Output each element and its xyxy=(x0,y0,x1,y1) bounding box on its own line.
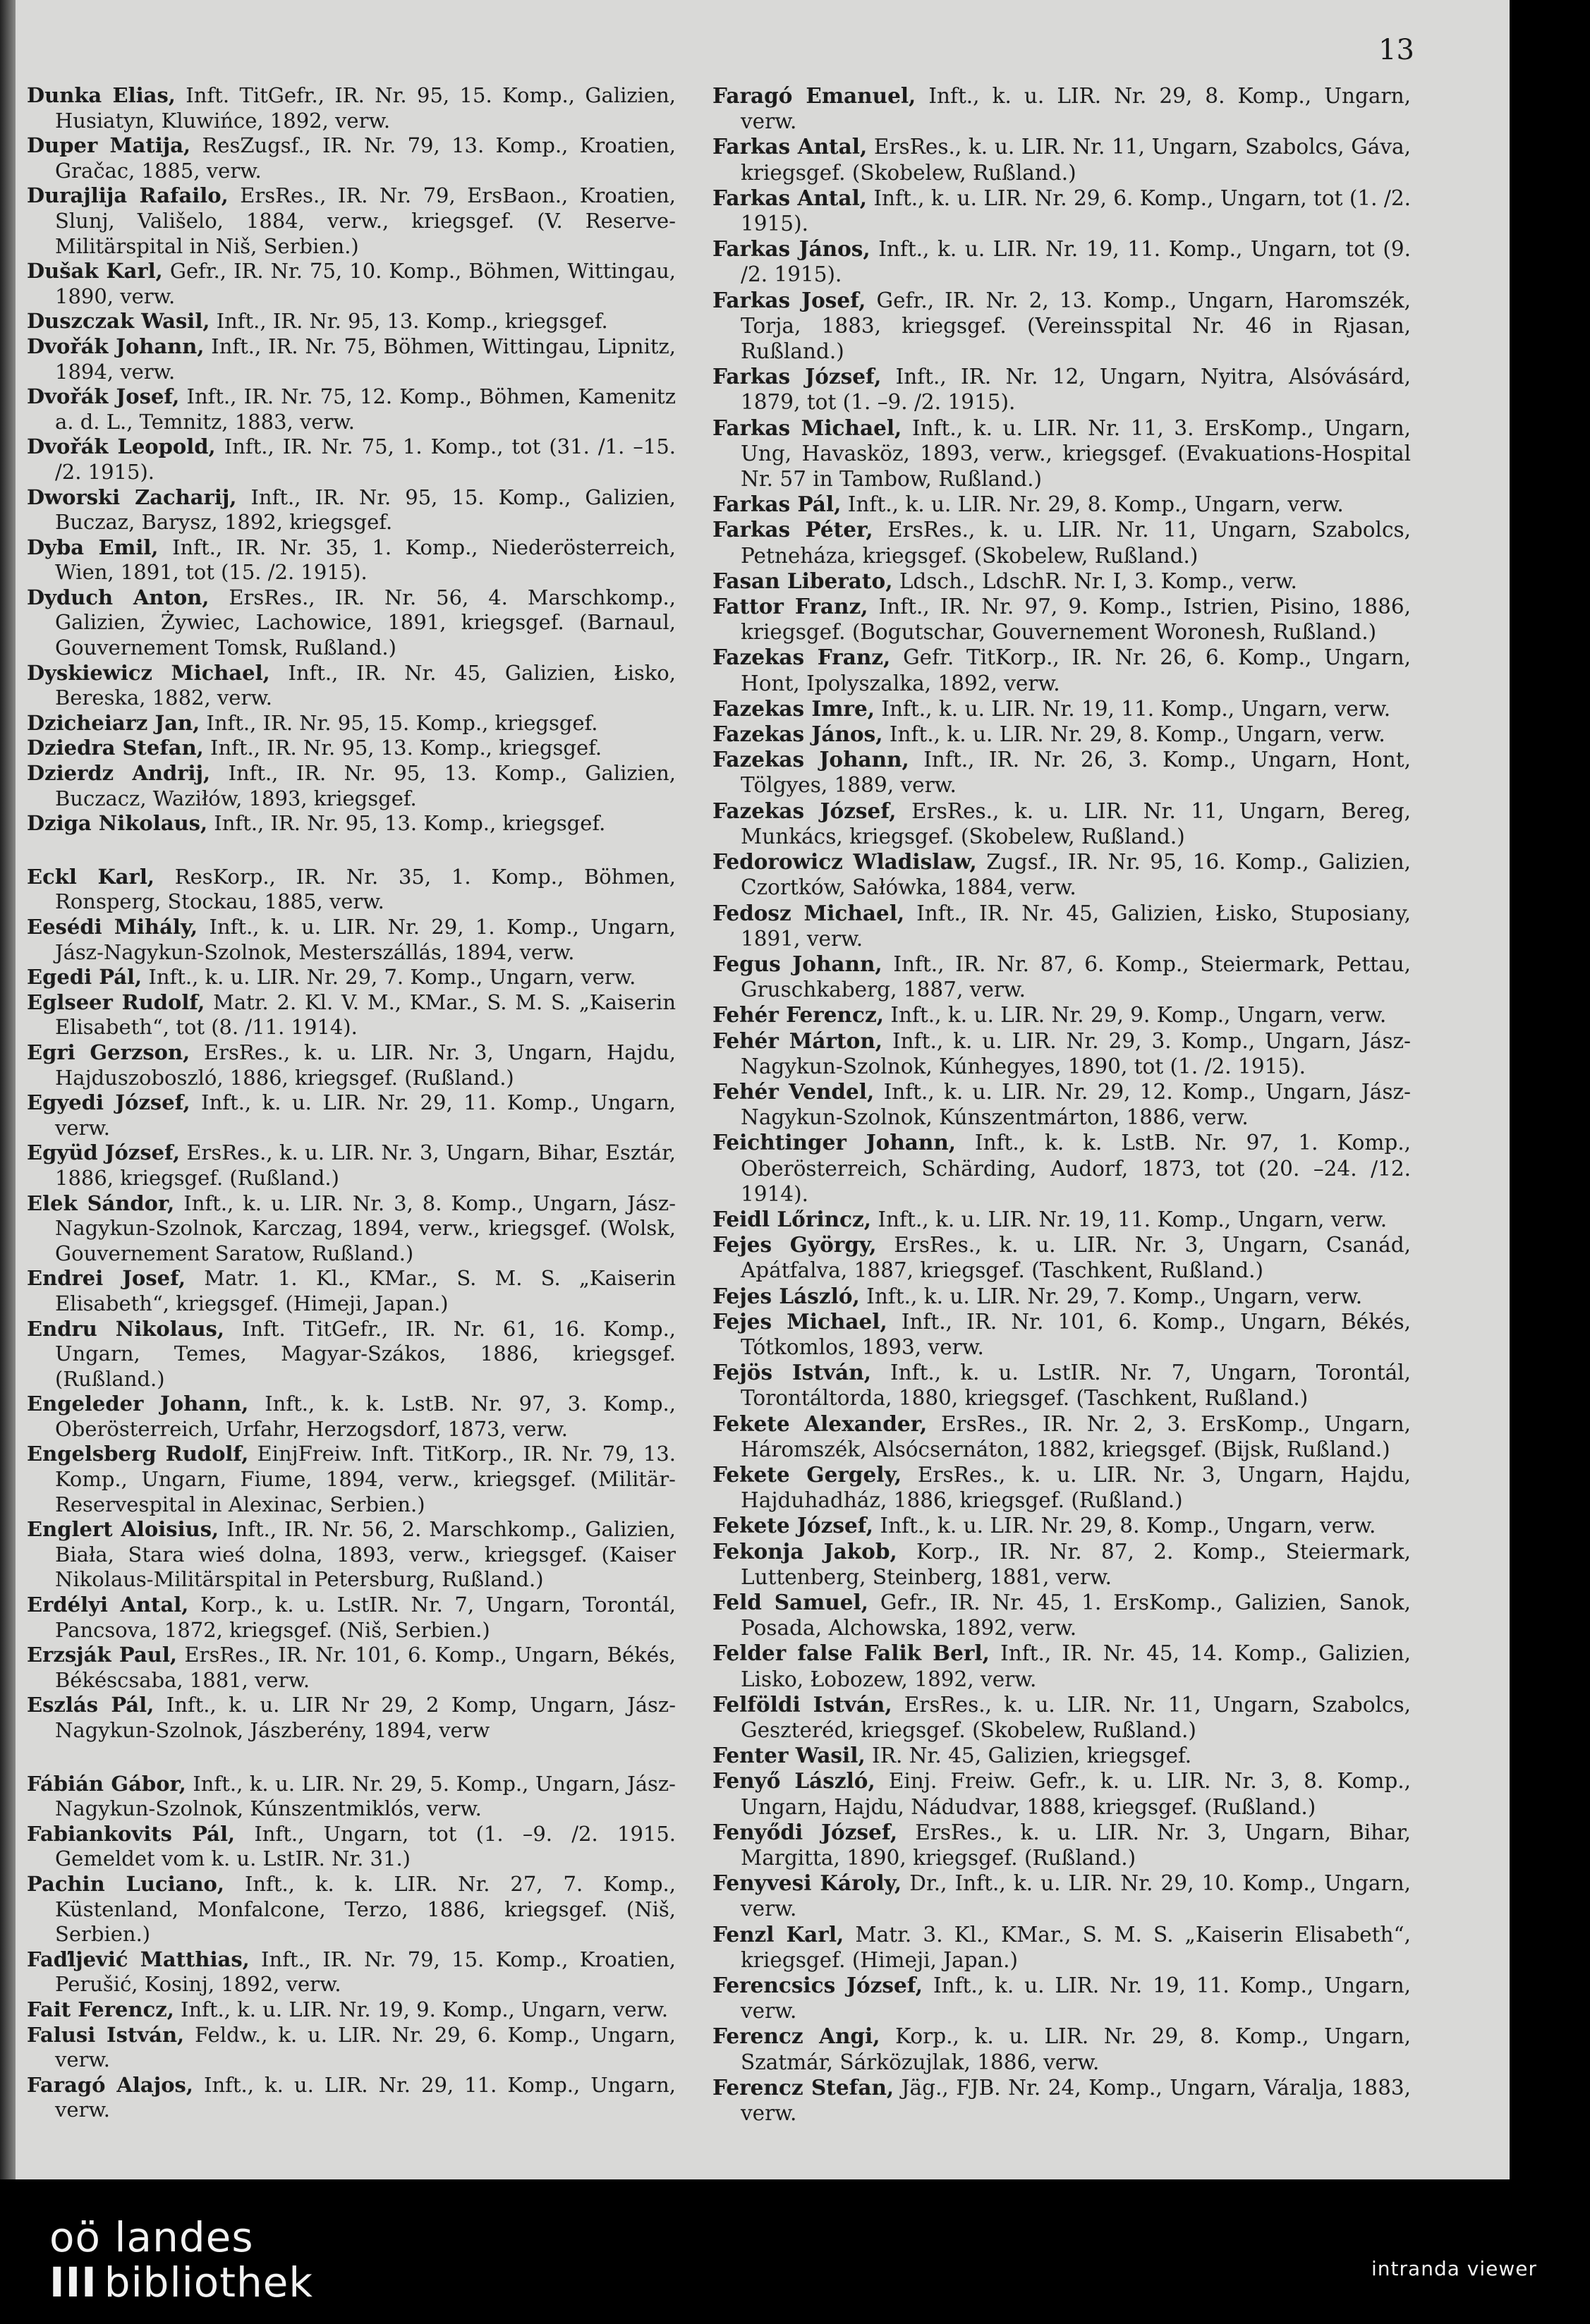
register-entry xyxy=(27,133,676,183)
register-entry xyxy=(27,2073,676,2123)
entry-name: Eszlás Pál, xyxy=(27,1693,154,1717)
entry-details: ErsRes., k. u. LIR. Nr. 11, Ungarn, Szabolcs, Geszteréd, kriegsgef. (Skobelew, Rußland.) xyxy=(741,1692,1411,1742)
register-entry xyxy=(712,236,1411,287)
entry-details: Inft., IR. Nr. 95, 13. Komp., Galizien, Buczacz, Waziłów, 1893, kriegsgef. xyxy=(55,761,676,810)
entry-name: Ferencz Angi, xyxy=(712,2024,880,2049)
logo-bars-icon: III xyxy=(49,2258,97,2306)
register-entry xyxy=(27,711,676,736)
entry-name: Fejes László, xyxy=(712,1283,860,1308)
entry-details: Inft., k. u. LIR. Nr. 19, 11. Komp., Ungarn, tot (9. /2. 1915). xyxy=(741,237,1411,287)
right-column xyxy=(712,83,1411,2126)
entry-details: Inft., IR. Nr. 95, 15. Komp., kriegsgef. xyxy=(200,710,598,735)
register-entry xyxy=(712,1028,1411,1079)
register-entry xyxy=(712,1513,1411,1538)
entry-name: Englert Aloisius, xyxy=(27,1517,219,1542)
entry-name: Dunka Elias, xyxy=(27,83,176,107)
entry-name: Farkas József, xyxy=(712,364,882,389)
register-entry xyxy=(27,1191,676,1267)
register-entry xyxy=(712,2024,1411,2074)
register-entry xyxy=(712,1870,1411,1921)
register-entry xyxy=(712,517,1411,568)
entry-details: Inft., k. u. LIR. Nr. 29, 3. Komp., Ungarn, Jász-Nagykun-Szolnok, Kúnhegyes, 1890, tot (1. /2. 1915). xyxy=(741,1028,1411,1078)
entry-details: Inft., IR. Nr. 95, 15. Komp., Galizien, Buczaz, Barysz, 1892, kriegsgef. xyxy=(55,485,676,535)
entry-name: Faragó Emanuel, xyxy=(712,83,916,108)
register-entry xyxy=(27,865,676,915)
register-entry xyxy=(712,1309,1411,1360)
register-entry xyxy=(27,990,676,1040)
entry-details: Inft., k. u. LIR. Nr. 29, 7. Komp., Ungarn, verw. xyxy=(859,1284,1363,1308)
register-entry xyxy=(712,568,1411,594)
register-entry xyxy=(712,492,1411,517)
entry-name: Dušak Karl, xyxy=(27,259,163,284)
entry-details: Matr. 1. Kl., KMar., S. M. S. „Kaiserin Elisabeth“, kriegsgef. (Himeji, Japan.) xyxy=(55,1266,676,1315)
entry-name: Fegus Johann, xyxy=(712,951,882,976)
entry-details: Inft., IR. Nr. 45, Galizien, Łisko, Stuposiany, 1891, verw. xyxy=(741,901,1411,951)
entry-name: Endrei Josef, xyxy=(27,1266,186,1291)
entry-details: Gefr., IR. Nr. 2, 13. Komp., Ungarn, Haromszék, Torja, 1883, kriegsgef. (Vereinsspital Nr. 46 in Rjasan, Rußland.) xyxy=(741,288,1411,364)
entry-details: Gefr. TitKorp., IR. Nr. 26, 6. Komp., Ungarn, Hont, Ipolyszalka, 1892, verw. xyxy=(741,645,1411,695)
register-entry xyxy=(712,1743,1411,1768)
entry-details: Inft., k. k. LstB. Nr. 97, 1. Komp., Oberösterreich, Schärding, Audorf, 1873, tot (20. –24. /12. 1914). xyxy=(741,1131,1411,1206)
register-entry xyxy=(27,1822,676,1872)
entry-name: Durajlija Rafailo, xyxy=(27,183,229,208)
register-entry xyxy=(27,1040,676,1090)
entry-name: Fenyődi József, xyxy=(712,1819,898,1844)
entry-details: Korp., IR. Nr. 87, 2. Komp., Steiermark, Luttenberg, Steinberg, 1881, verw. xyxy=(741,1539,1411,1589)
entry-details: Inft., k. u. LIR. Nr. 11, 3. ErsKomp., Ungarn, Ung, Havasköz, 1893, verw., kriegsgef. (Evakuations-Hospital Nr. 57 in Tambow, Rußland.) xyxy=(741,415,1411,492)
entry-name: Farkas Josef, xyxy=(712,287,866,312)
register-entry xyxy=(27,434,676,485)
register-entry xyxy=(712,1232,1411,1283)
entry-name: Feidl Lőrincz, xyxy=(712,1206,872,1231)
entry-name: Fenzl Karl, xyxy=(712,1921,844,1947)
entry-name: Egri Gerzson, xyxy=(27,1040,190,1064)
entry-name: Fekete József, xyxy=(712,1513,874,1538)
register-entry xyxy=(712,901,1411,951)
entry-details: IR. Nr. 45, Galizien, kriegsgef. xyxy=(865,1744,1192,1768)
entry-name: Feichtinger Johann, xyxy=(712,1130,957,1155)
register-entry xyxy=(712,798,1411,849)
register-entry xyxy=(712,415,1411,492)
entry-details: Inft., IR. Nr. 79, 15. Komp., Kroatien, Perušić, Kosinj, 1892, verw. xyxy=(55,1947,676,1997)
register-entry xyxy=(27,2023,676,2073)
register-entry xyxy=(27,1517,676,1593)
entry-details: Inft., k. u. LIR. Nr. 29, 7. Komp., Ungarn, verw. xyxy=(142,965,636,990)
entry-details: Inft., IR. Nr. 95, 13. Komp., kriegsgef. xyxy=(207,811,606,836)
entry-details: Inft., IR. Nr. 56, 2. Marschkomp., Galizien, Biała, Stara wieś dolna, 1893, verw., kriegsgef. (Kaiser Nikolaus-Militärspital in Petersburg, Rußland.) xyxy=(55,1517,676,1592)
entry-name: Fekonja Jakob, xyxy=(712,1538,897,1564)
entry-details: Inft., k. u. LIR. Nr. 19, 11. Komp., Ungarn, verw. xyxy=(741,1973,1411,2024)
entry-details: Gefr., IR. Nr. 75, 10. Komp., Böhmen, Wittingau, 1890, verw. xyxy=(55,259,676,308)
register-entry xyxy=(712,364,1411,415)
entry-details: ResKorp., IR. Nr. 35, 1. Komp., Böhmen, Ronsperg, Stockau, 1885, verw. xyxy=(55,864,676,914)
entry-details: Inft., k. u. LIR. Nr. 29, 12. Komp., Ungarn, Jász-Nagykun-Szolnok, Kúnszentmárton, 1886, verw. xyxy=(741,1079,1411,1130)
entry-name: Eesédi Mihály, xyxy=(27,915,198,939)
register-entry xyxy=(27,485,676,535)
register-entry xyxy=(712,747,1411,798)
entry-details: Korp., k. u. LIR. Nr. 29, 8. Komp., Ungarn, Szatmár, Sárközujlak, 1886, verw. xyxy=(741,2024,1411,2074)
entry-name: Fazekas József, xyxy=(712,798,897,823)
entry-name: Fenyvesi Károly, xyxy=(712,1870,902,1896)
entry-details: ErsRes., IR. Nr. 101, 6. Komp., Ungarn, Békés, Békéscsaba, 1881, verw. xyxy=(55,1643,676,1692)
entry-details: Matr. 3. Kl., KMar., S. M. S. „Kaiserin Elisabeth“, kriegsgef. (Himeji, Japan.) xyxy=(741,1922,1411,1972)
entry-details: Inft., IR. Nr. 75, Böhmen, Wittingau, Lipnitz, 1894, verw. xyxy=(55,334,676,384)
entry-name: Feld Samuel, xyxy=(712,1589,869,1614)
entry-name: Egyedi József, xyxy=(27,1090,190,1115)
entry-details: Inft., k. u. LIR. Nr. 3, 8. Komp., Ungarn, Jász-Nagykun-Szolnok, Karczag, 1894, verw., kriegsgef. (Wolsk, Gouvernement Saratow, Rußland.) xyxy=(55,1191,676,1265)
entry-name: Falusi István, xyxy=(27,2022,185,2047)
entry-details: ErsRes., k. u. LIR. Nr. 3, Ungarn, Csanád, Apátfalva, 1887, kriegsgef. (Taschkent, Rußland.) xyxy=(741,1233,1411,1283)
register-entry xyxy=(712,1079,1411,1130)
entry-name: Farkas Antal, xyxy=(712,134,868,159)
entry-name: Fejös István, xyxy=(712,1360,871,1385)
register-entry xyxy=(712,722,1411,747)
register-entry xyxy=(27,259,676,309)
register-entry xyxy=(712,1462,1411,1513)
register-entry xyxy=(712,1590,1411,1641)
entry-details: ErsRes., k. u. LIR. Nr. 3, Ungarn, Bihar, Esztár, 1886, kriegsgef. (Rußland.) xyxy=(55,1140,676,1190)
register-entry xyxy=(712,2075,1411,2126)
entry-name: Eglseer Rudolf, xyxy=(27,990,205,1014)
entry-name: Fazekas János, xyxy=(712,722,883,747)
register-entry xyxy=(27,811,676,836)
register-entry xyxy=(27,1140,676,1191)
entry-details: Dr., Inft., k. u. LIR. Nr. 29, 10. Komp., Ungarn, verw. xyxy=(741,1871,1411,1921)
entry-name: Erdélyi Antal, xyxy=(27,1593,189,1617)
entry-name: Farkas János, xyxy=(712,236,870,262)
entry-name: Dyskiewicz Michael, xyxy=(27,660,270,685)
entry-name: Endru Nikolaus, xyxy=(27,1316,224,1341)
entry-name: Fejes György, xyxy=(712,1232,877,1258)
left-column xyxy=(27,83,676,2123)
register-entry xyxy=(27,1947,676,1997)
entry-details: Inft., IR. Nr. 101, 6. Komp., Ungarn, Békés, Tótkomlos, 1893, verw. xyxy=(741,1309,1411,1359)
entry-name: Duszczak Wasil, xyxy=(27,309,210,334)
entry-name: Farkas Péter, xyxy=(712,517,873,542)
register-entry xyxy=(27,384,676,434)
entry-details: ErsRes., k. u. LIR. Nr. 11, Ungarn, Szabolcs, Petneháza, kriegsgef. (Skobelew, Rußland.) xyxy=(741,518,1412,568)
entry-name: Fazekas Imre, xyxy=(712,695,875,721)
register-entry xyxy=(27,1593,676,1643)
entry-details: Inft., IR. Nr. 45, 14. Komp., Galizien, Lisko, Łobozew, 1892, verw. xyxy=(741,1641,1411,1691)
register-entry xyxy=(712,1411,1411,1462)
entry-details: Inft., k. u. LIR. Nr. 19, 11. Komp., Ungarn, verw. xyxy=(875,696,1391,721)
register-entry xyxy=(712,1922,1411,1973)
entry-name: Fehér Ferencz, xyxy=(712,1002,884,1028)
entry-name: Együd József, xyxy=(27,1140,181,1165)
entry-name: Fenter Wasil, xyxy=(712,1743,866,1768)
entry-name: Elek Sándor, xyxy=(27,1191,175,1215)
entry-name: Fasan Liberato, xyxy=(712,568,893,593)
entry-name: Dziga Nikolaus, xyxy=(27,811,208,836)
entry-details: Inft., IR. Nr. 87, 6. Komp., Steiermark, Pettau, Gruschkaberg, 1887, verw. xyxy=(741,951,1411,1002)
register-entry xyxy=(27,1772,676,1822)
entry-name: Fekete Gergely, xyxy=(712,1461,902,1487)
entry-details: ErsRes., IR. Nr. 56, 4. Marschkomp., Galizien, Żywiec, Lachowice, 1891, kriegsgef. (Barnaul, Gouvernement Tomsk, Rußland.) xyxy=(55,585,676,660)
entry-details: Inft., k. u. LIR. Nr. 29, 11. Komp., Ungarn, verw. xyxy=(55,1090,676,1140)
entry-details: Inft., k. u. LIR. Nr. 29, 8. Komp., Ungarn, verw. xyxy=(841,492,1344,517)
entry-name: Farkas Pál, xyxy=(712,492,842,517)
entry-details: Inft., IR. Nr. 26, 3. Komp., Ungarn, Hont, Tölgyes, 1889, verw. xyxy=(741,748,1411,798)
entry-name: Fazekas Johann, xyxy=(712,747,909,772)
entry-details: Inft., k. u. LIR. Nr. 29, 6. Komp., Ungarn, tot (1. /2. 1915). xyxy=(741,185,1411,236)
entry-name: Fattor Franz, xyxy=(712,594,868,619)
entry-details: Inft. TitGefr., IR. Nr. 95, 15. Komp., Galizien, Husiatyn, Kluwińce, 1892, verw. xyxy=(55,83,676,133)
entry-name: Engelsberg Rudolf, xyxy=(27,1442,249,1466)
register-entry xyxy=(712,1130,1411,1207)
entry-name: Ferencz Stefan, xyxy=(712,2074,894,2100)
entry-name: Fábián Gábor, xyxy=(27,1771,186,1796)
register-entry xyxy=(27,1872,676,1947)
entry-details: Inft., k. u. LstIR. Nr. 7, Ungarn, Torontál, Torontáltorda, 1880, kriegsgef. (Taschkent, Rußland.) xyxy=(741,1361,1411,1411)
entry-name: Dyduch Anton, xyxy=(27,585,210,609)
entry-name: Faragó Alajos, xyxy=(27,2072,193,2097)
register-entry xyxy=(27,585,676,661)
entry-name: Pachin Luciano, xyxy=(27,1871,224,1896)
entry-details: Inft., IR. Nr. 75, 1. Komp., tot (31. /1. –15. /2. 1915). xyxy=(55,434,676,484)
entry-details: Inft., k. k. LstB. Nr. 97, 3. Komp., Oberösterreich, Urfahr, Herzogsdorf, 1873, verw. xyxy=(55,1392,676,1441)
page-number: 13 xyxy=(1378,34,1414,66)
entry-details: Gefr., IR. Nr. 45, 1. ErsKomp., Galizien, Sanok, Posada, Alchowska, 1892, verw. xyxy=(741,1590,1411,1641)
entry-details: Zugsf., IR. Nr. 95, 16. Komp., Galizien, Czortków, Sałówka, 1884, verw. xyxy=(741,850,1412,900)
entry-details: Inft., Ungarn, tot (1. –9. /2. 1915. Gemeldet vom k. u. LstIR. Nr. 31.) xyxy=(55,1821,676,1871)
entry-name: Dvořák Johann, xyxy=(27,334,205,358)
entry-name: Dyba Emil, xyxy=(27,535,159,559)
register-entry xyxy=(27,334,676,384)
register-entry xyxy=(27,1997,676,2023)
entry-details: Einj. Freiw. Gefr., k. u. LIR. Nr. 3, 8. Komp., Ungarn, Hajdu, Nádudvar, 1888, kriegsgef. (Rußland.) xyxy=(741,1769,1411,1819)
entry-details: ErsRes., k. u. LIR. Nr. 3, Ungarn, Hajdu, Hajduszoboszló, 1886, kriegsgef. (Rußland.) xyxy=(55,1040,676,1090)
entry-details: ErsRes., k. u. LIR. Nr. 3, Ungarn, Bihar, Margitta, 1890, kriegsgef. (Rußland.) xyxy=(741,1820,1412,1870)
entry-name: Dvořák Leopold, xyxy=(27,434,216,459)
register-entry xyxy=(27,1266,676,1316)
register-entry xyxy=(712,185,1411,236)
entry-name: Fait Ferencz, xyxy=(27,1997,174,2021)
logo-line-2: bibliothek xyxy=(104,2258,313,2306)
entry-details: Inft., IR. Nr. 95, 13. Komp., kriegsgef. xyxy=(203,736,602,760)
register-entry xyxy=(712,1284,1411,1309)
entry-details: Feldw., k. u. LIR. Nr. 29, 6. Komp., Ungarn, verw. xyxy=(55,2022,676,2072)
register-entry xyxy=(27,1392,676,1442)
entry-details: EinjFreiw. Inft. TitKorp., IR. Nr. 79, 13. Komp., Ungarn, Fiume, 1894, verw., kriegsgef. (Militär-Reservespital in Alexinac, Serbien.) xyxy=(55,1442,676,1516)
register-entry xyxy=(712,1820,1411,1870)
viewer-footer xyxy=(0,2179,1590,2324)
entry-name: Fabiankovits Pál, xyxy=(27,1821,236,1846)
library-logo[interactable] xyxy=(49,2215,313,2305)
register-entry xyxy=(712,1768,1411,1819)
entry-details: Inft., IR. Nr. 12, Ungarn, Nyitra, Alsóvásárd, 1879, tot (1. –9. /2. 1915). xyxy=(741,365,1412,415)
entry-name: Felder false Falik Berl, xyxy=(712,1641,990,1666)
register-entry xyxy=(27,183,676,259)
register-entry xyxy=(27,965,676,990)
register-entry xyxy=(27,915,676,965)
register-entry xyxy=(712,134,1411,185)
entry-name: Dzierdz Andrij, xyxy=(27,761,211,786)
entry-name: Fazekas Franz, xyxy=(712,645,891,670)
register-entry xyxy=(27,535,676,585)
register-entry xyxy=(712,645,1411,695)
entry-name: Fejes Michael, xyxy=(712,1308,887,1334)
entry-name: Farkas Antal, xyxy=(712,185,867,210)
entry-details: ResZugsf., IR. Nr. 79, 13. Komp., Kroatien, Gračac, 1885, verw. xyxy=(55,133,676,183)
entry-details: Inft., k. k. LIR. Nr. 27, 7. Komp., Küstenland, Monfalcone, Terzo, 1886, kriegsgef. (Niš, Serbien.) xyxy=(55,1871,676,1947)
register-entry xyxy=(712,1002,1411,1028)
entry-details: Inft. TitGefr., IR. Nr. 61, 16. Komp., Ungarn, Temes, Magyar-Szákos, 1886, kriegsgef. (Rußland.) xyxy=(55,1316,676,1391)
entry-name: Dziedra Stefan, xyxy=(27,736,204,760)
entry-details: ErsRes., k. u. LIR. Nr. 3, Ungarn, Hajdu, Hajduhadház, 1886, kriegsgef. (Rußland.) xyxy=(741,1462,1411,1513)
entry-details: Ldsch., LdschR. Nr. I, 3. Komp., verw. xyxy=(892,568,1297,593)
entry-name: Dvořák Josef, xyxy=(27,384,180,409)
entry-details: Inft., IR. Nr. 95, 13. Komp., kriegsgef. xyxy=(210,309,608,334)
entry-details: Inft., k. u. LIR. Nr. 19, 9. Komp., Ungarn, verw. xyxy=(174,1997,669,2021)
entry-details: Inft., k. u. LIR. Nr. 29, 1. Komp., Ungarn, Jász-Nagykun-Szolnok, Mesterszállás, 1894, verw. xyxy=(55,915,676,964)
register-entry xyxy=(27,1442,676,1517)
entry-details: ErsRes., k. u. LIR. Nr. 11, Ungarn, Szabolcs, Gáva, kriegsgef. (Skobelew, Rußland.) xyxy=(741,135,1411,185)
entry-details: Inft., IR. Nr. 45, Galizien, Łisko, Bereska, 1882, verw. xyxy=(55,660,676,710)
register-entry xyxy=(712,849,1411,900)
section-gap xyxy=(27,1744,676,1772)
entry-name: Duper Matija, xyxy=(27,133,191,158)
register-entry xyxy=(27,1090,676,1140)
entry-name: Fedosz Michael, xyxy=(712,900,905,925)
entry-details: Inft., k. u. LIR. Nr. 29, 9. Komp., Ungarn, verw. xyxy=(883,1003,1387,1028)
register-entry xyxy=(27,1317,676,1392)
entry-details: Inft., IR. Nr. 35, 1. Komp., Niederösterreich, Wien, 1891, tot (15. /2. 1915). xyxy=(55,535,676,585)
entry-details: Inft., k. u. LIR. Nr. 29, 5. Komp., Ungarn, Jász-Nagykun-Szolnok, Kúnszentmiklós, verw. xyxy=(55,1771,676,1821)
entry-details: Inft., IR. Nr. 75, 12. Komp., Böhmen, Kamenitz a. d. L., Temnitz, 1883, verw. xyxy=(55,384,676,434)
register-entry xyxy=(712,1360,1411,1411)
register-entry xyxy=(712,1539,1411,1590)
register-entry xyxy=(27,661,676,711)
viewer-label: intranda viewer xyxy=(1371,2257,1537,2280)
entry-details: Inft., IR. Nr. 97, 9. Komp., Istrien, Pisino, 1886, kriegsgef. (Bogutschar, Gouvernement Woronesh, Rußland.) xyxy=(741,595,1411,645)
entry-name: Fehér Vendel, xyxy=(712,1078,875,1104)
entry-name: Faďljević Matthias, xyxy=(27,1947,250,1971)
entry-details: Inft., k. u. LIR. Nr. 29, 11. Komp., Ungarn, verw. xyxy=(55,2072,676,2122)
entry-details: Inft., k. u. LIR. Nr. 29, 8. Komp., Ungarn, verw. xyxy=(882,722,1385,747)
register-entry xyxy=(27,309,676,334)
register-entry xyxy=(712,1207,1411,1232)
register-entry xyxy=(27,83,676,133)
register-entry xyxy=(712,594,1411,645)
entry-details: Inft., k. u. LIR. Nr. 29, 8. Komp., Ungarn, verw. xyxy=(741,84,1411,134)
section-gap xyxy=(27,836,676,865)
entry-name: Dworski Zacharij, xyxy=(27,485,237,509)
entry-name: Fenyő László, xyxy=(712,1768,875,1794)
binding-edge xyxy=(0,0,16,2179)
entry-name: Dzicheiarz Jan, xyxy=(27,710,200,735)
entry-name: Farkas Michael, xyxy=(712,415,902,440)
entry-name: Felföldi István, xyxy=(712,1691,892,1717)
register-entry xyxy=(27,736,676,761)
logo-line-1: oö landes xyxy=(49,2213,254,2261)
register-entry xyxy=(27,1693,676,1743)
entry-details: ErsRes., IR. Nr. 2, 3. ErsKomp., Ungarn, Háromszék, Alsócsernáton, 1882, kriegsgef. (Bijsk, Rußland.) xyxy=(741,1411,1411,1461)
register-entry xyxy=(712,1692,1411,1743)
entry-name: Ferencsics József, xyxy=(712,1973,923,1998)
entry-details: Inft., k. u. LIR. Nr. 19, 11. Komp., Ungarn, verw. xyxy=(871,1207,1388,1231)
entry-name: Fedorowicz Wladislaw, xyxy=(712,849,977,875)
register-entry xyxy=(712,1973,1411,2024)
entry-details: Jäg., FJB. Nr. 24, Komp., Ungarn, Váralja, 1883, verw. xyxy=(741,2075,1411,2126)
register-entry xyxy=(712,951,1411,1002)
register-entry xyxy=(27,1643,676,1693)
register-entry xyxy=(712,1641,1411,1691)
register-entry xyxy=(712,83,1411,134)
register-entry xyxy=(712,696,1411,722)
entry-details: Matr. 2. Kl. V. M., KMar., S. M. S. „Kaiserin Elisabeth“, tot (8. /11. 1914). xyxy=(55,990,676,1040)
entry-details: ErsRes., IR. Nr. 79, ErsBaon., Kroatien, Slunj, Vališelo, 1884, verw., kriegsgef. (V. Reserve-Militärspital in Niš, Serbien.) xyxy=(55,183,676,258)
entry-name: Eckl Karl, xyxy=(27,864,154,889)
entry-name: Fekete Alexander, xyxy=(712,1411,928,1436)
register-entry xyxy=(27,761,676,811)
register-entry xyxy=(712,288,1411,365)
entry-details: Inft., k. u. LIR. Nr. 29, 8. Komp., Ungarn, verw. xyxy=(873,1514,1376,1538)
entry-details: Korp., k. u. LstIR. Nr. 7, Ungarn, Torontál, Pancsova, 1872, kriegsgef. (Niš, Serbien.) xyxy=(55,1593,676,1642)
entry-name: Erzsják Paul, xyxy=(27,1643,177,1667)
entry-details: ErsRes., k. u. LIR. Nr. 11, Ungarn, Bereg, Munkács, kriegsgef. (Skobelew, Rußland.) xyxy=(741,798,1411,848)
entry-name: Engeleder Johann, xyxy=(27,1392,249,1416)
entry-name: Fehér Márton, xyxy=(712,1028,883,1053)
entry-details: Inft., k. u. LIR Nr 29, 2 Komp, Ungarn, Jász-Nagykun-Szolnok, Jászberény, 1894, verw xyxy=(55,1693,676,1742)
entry-name: Egedi Pál, xyxy=(27,965,142,990)
